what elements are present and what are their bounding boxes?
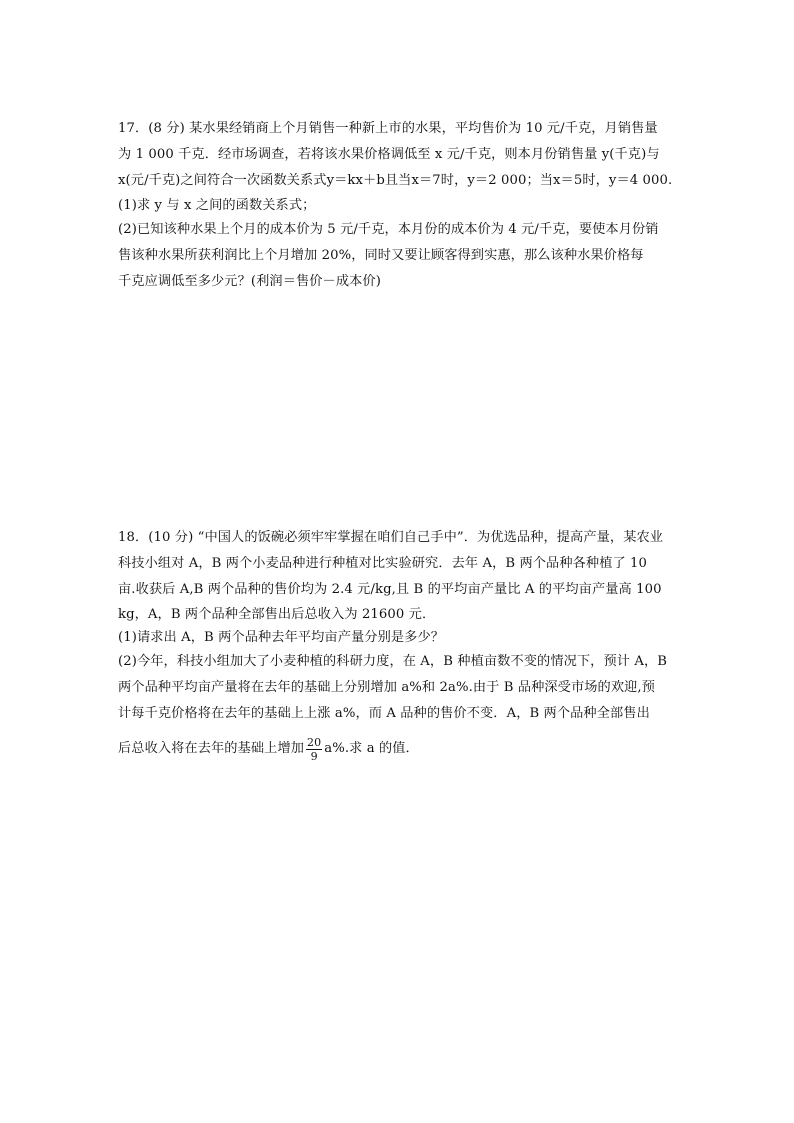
fraction-denominator: 9 (310, 749, 318, 763)
problem-17-line: 为 1 000 千克．经市场调查，若将该水果价格调低至 x 元/千克，则本月份销售量 y(千克)与 (118, 147, 660, 162)
problem-17-line: 17．(8 分) 某水果经销商上个月销售一种新上市的水果，平均售价为 10 元/千克，月销售量 (118, 121, 658, 136)
problem-17-part-2: (2)已知该种水果上个月的成本价为 5 元/千克，本月份的成本价为 4 元/千克，要使本月份销 (118, 222, 659, 237)
problem-17 (118, 116, 698, 295)
problem-18-line: 两个品种平均亩产量将在去年的基础上分别增加 a%和 2a%.由于 B 品种深受市场的欢迎,预 (118, 680, 655, 695)
problem-18 (118, 525, 698, 765)
problem-18-last-line (118, 733, 698, 765)
problem-17-line: x(元/千克)之间符合一次函数关系式y＝kx＋b且当x＝7时，y＝2 000；当x＝5时，y＝4 000. (118, 173, 673, 188)
last-line-before-text: 后总收入将在去年的基础上增加 (118, 741, 305, 756)
problem-18-line: kg，A，B 两个品种全部售出后总收入为 21600 元． (118, 607, 436, 622)
problem-18-part-2: (2)今年，科技小组加大了小麦种植的科研力度，在 A，B 种植亩数不变的情况下，预计 A，B (118, 654, 668, 669)
problem-17-line: 千克应调低至多少元？(利润＝售价－成本价) (118, 274, 381, 289)
problem-18-part-1: (1)请求出 A，B 两个品种去年平均亩产量分别是多少？ (118, 630, 445, 645)
fraction-20-over-9 (306, 736, 322, 763)
problem-17-part-1: (1)求 y 与 x 之间的函数关系式； (118, 198, 316, 213)
problem-18-line: 科技小组对 A，B 两个小麦品种进行种植对比实验研究．去年 A，B 两个品种各种植了 10 (118, 556, 648, 571)
fraction-numerator: 20 (307, 735, 322, 749)
problem-18-line: 18．(10 分) “中国人的饭碗必须牢牢掌握在咱们自己手中”．为优选品种，提高产量，某农业 (118, 530, 664, 545)
problem-18-line: 计每千克价格将在去年的基础上上涨 a%，而 A 品种的售价不变．A，B 两个品种全部售出 (118, 706, 650, 721)
problem-17-line: 售该种水果所获利润比上个月增加 20%，同时又要让顾客得到实惠，那么该种水果价格每 (118, 248, 644, 263)
problem-18-line: 亩.收获后 A,B 两个品种的售价均为 2.4 元/kg,且 B 的平均亩产量比 A 的平均亩产量高 100 (118, 582, 662, 597)
last-line-after-text: a%.求 a 的值． (324, 741, 419, 756)
